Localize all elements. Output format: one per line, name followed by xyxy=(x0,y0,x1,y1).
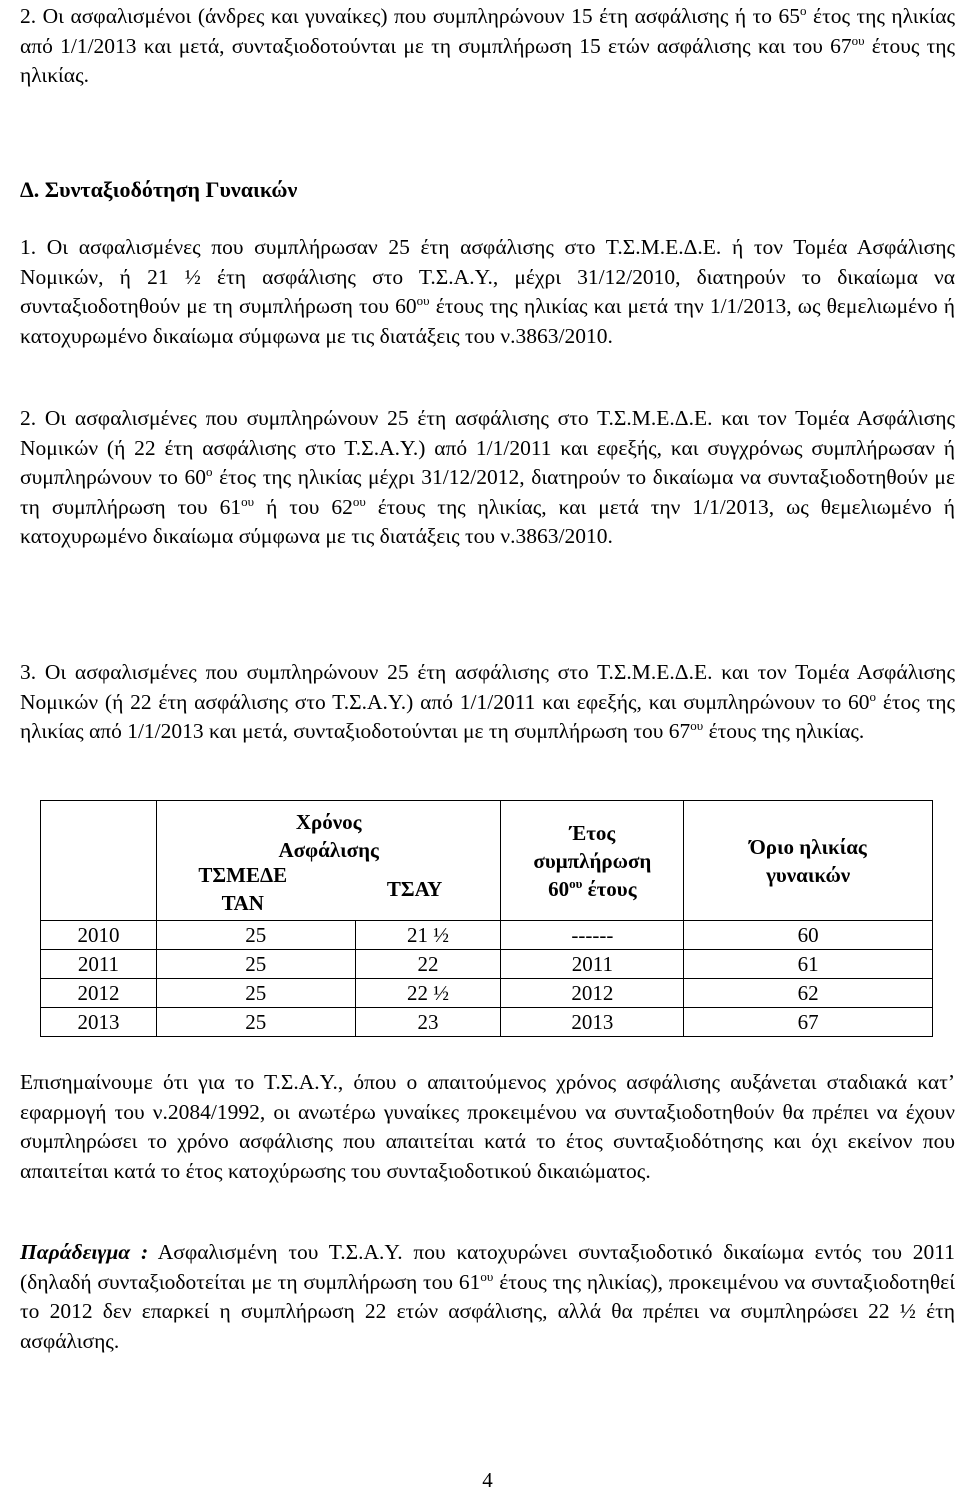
cell-tsmede: 25 xyxy=(156,921,355,950)
cell-completion: 2011 xyxy=(501,950,684,979)
page-number: 4 xyxy=(482,1468,493,1492)
header-tsay: ΤΣΑΥ xyxy=(386,877,443,901)
paragraph-note: Επισημαίνουμε ότι για το Τ.Σ.Α.Υ., όπου ο απαιτούμενος χρόνος ασφάλισης αυξάνεται σταδιακά κατ’ εφαρμογή του ν.2084/1992, οι ανωτέρω γυναίκες προκειμένου να συνταξιοδοτηθούν θα πρέπει να έχουν συμπληρώσει το χρόνο ασφάλισης που απαιτείται κατά το έτος συνταξιοδότησης και όχι εκείνον που απαιτείται κατά το έτος κατοχύρωσης του συνταξιοδοτικού δικαιώματος. xyxy=(20,1070,955,1183)
cell-completion: 2012 xyxy=(501,979,684,1008)
insurance-table xyxy=(40,800,933,1037)
cell-tsay: 21 ½ xyxy=(355,921,501,950)
cell-tsmede: 25 xyxy=(156,979,355,1008)
paragraph-item-1: 1. Οι ασφαλισμένες που συμπλήρωσαν 25 έτη ασφάλισης στο Τ.Σ.Μ.Ε.Δ.Ε. ή τον Τομέα Ασφάλισης Νομικών, ή 21 ½ έτη ασφάλισης στο Τ.Σ.Α.Υ., μέχρι 31/12/2010, διατηρούν το δικαίωμα να συνταξιοδοτηθούν με τη συμπλήρωση του $60^{o\upsilon}$ έτους της ηλικίας και μετά την 1/1/2013, ως θεμελιωμένο ή κατοχυρωμένο δικαίωμα σύμφωνα με τις διατάξεις του ν.3863/2010. xyxy=(20,235,955,348)
paragraph-item-2: 2. Οι ασφαλισμένες που συμπληρώνουν 25 έτη ασφάλισης στο Τ.Σ.Μ.Ε.Δ.Ε. και τον Τομέα Ασφάλισης Νομικών (ή 22 έτη ασφάλισης στο Τ.Σ.Α.Υ.) από 1/1/2011 και εφεξής, και συγχρόνως συμπλήρωσαν ή συμπληρώνουν το $60^o$ έτος της ηλικίας μέχρι 31/12/2012, διατηρούν το δικαίωμα να συνταξιοδοτηθούν με τη συμπλήρωση του $61^{o\upsilon}$ ή του $62^{o\upsilon}$ έτους της ηλικίας, και μετά την 1/1/2013, ως θεμελιωμένο ή κατοχυρωμένο δικαίωμα σύμφωνα με τις διατάξεις του ν.3863/2010. xyxy=(20,406,955,548)
cell-age: 62 xyxy=(684,979,933,1008)
paragraph-retirement-65: 2. Οι ασφαλισμένοι (άνδρες και γυναίκες) που συμπληρώνουν 15 έτη ασφάλισης ή το $65^o$ έτος της ηλικίας από 1/1/2013 και μετά, συνταξιοδοτούνται με τη συμπλήρωση 15 ετών ασφάλισης και του $67^{o\upsilon}$ έτους της ηλικίας. xyxy=(20,3,955,87)
section-heading: Δ. Συνταξιοδότηση Γυναικών xyxy=(20,177,298,202)
table-header-row xyxy=(41,801,933,921)
cell-age: 67 xyxy=(684,1008,933,1037)
cell-year: 2011 xyxy=(41,950,157,979)
header-insurance-time xyxy=(156,801,501,921)
cell-tsay: 23 xyxy=(355,1008,501,1037)
table-row xyxy=(41,979,933,1008)
table-row xyxy=(41,921,933,950)
table-row xyxy=(41,1008,933,1037)
paragraph-example: Παράδειγμα : Ασφαλισμένη του Τ.Σ.Α.Υ. που κατοχυρώνει συνταξιοδοτικό δικαίωμα εντός του 2011 (δηλαδή συνταξιοδοτείται με τη συμπλήρωση του $61^{o\upsilon}$ έτους της ηλικίας), προκειμένου να συνταξιοδοτηθεί το 2012 δεν επαρκεί η συμπλήρωση 22 ετών ασφάλισης, αλλά θα πρέπει να συμπληρώσει 22 ½ έτη ασφάλισης. xyxy=(20,1240,955,1353)
cell-tsmede: 25 xyxy=(156,1008,355,1037)
header-empty xyxy=(41,801,157,921)
document-page xyxy=(20,0,955,1494)
header-completion-year: Έτος συμπλήρωση $60^{o\upsilon}$ έτους xyxy=(501,801,684,921)
cell-completion: 2013 xyxy=(501,1008,684,1037)
header-tsmede: ΤΣΜΕΔΕ ΤΑΝ xyxy=(198,863,288,915)
cell-year: 2012 xyxy=(41,979,157,1008)
cell-year: 2013 xyxy=(41,1008,157,1037)
header-group-label: Χρόνος Ασφάλισης xyxy=(278,810,379,862)
cell-age: 60 xyxy=(684,921,933,950)
table-row xyxy=(41,950,933,979)
cell-age: 61 xyxy=(684,950,933,979)
header-age-limit: Όριο ηλικίας γυναικών xyxy=(684,801,933,921)
cell-tsay: 22 xyxy=(355,950,501,979)
cell-completion: ------ xyxy=(501,921,684,950)
cell-year: 2010 xyxy=(41,921,157,950)
cell-tsmede: 25 xyxy=(156,950,355,979)
paragraph-item-3: 3. Οι ασφαλισμένες που συμπληρώνουν 25 έτη ασφάλισης στο Τ.Σ.Μ.Ε.Δ.Ε. και τον Τομέα Ασφάλισης Νομικών (ή 22 έτη ασφάλισης στο Τ.Σ.Α.Υ.) από 1/1/2011 και εφεξής, και συμπληρώνουν το $60^o$ έτος της ηλικίας από 1/1/2013 και μετά, συνταξιοδοτούνται με τη συμπλήρωση του $67^{o\upsilon}$ έτους της ηλικίας. xyxy=(20,660,955,743)
cell-tsay: 22 ½ xyxy=(355,979,501,1008)
